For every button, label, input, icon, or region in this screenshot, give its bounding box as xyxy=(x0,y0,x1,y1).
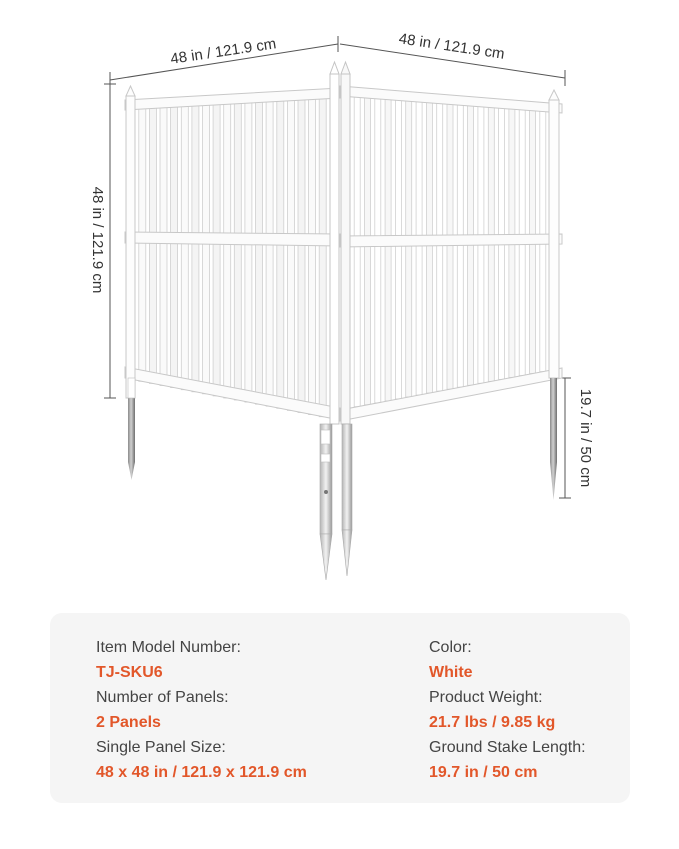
model-number-value: TJ-SKU6 xyxy=(96,664,163,681)
right-width-label: 48 in / 121.9 cm xyxy=(397,30,506,63)
right-panel-picket xyxy=(375,97,381,403)
left-panel-picket xyxy=(139,107,146,381)
right-panel-picket xyxy=(395,99,401,400)
height-label: 48 in / 121.9 cm xyxy=(89,186,106,294)
left-panel-picket xyxy=(266,100,273,406)
left-panel-picket xyxy=(298,98,305,412)
color-label: Color: xyxy=(429,639,472,656)
left-panel-picket xyxy=(245,101,252,402)
right-panel-picket xyxy=(426,101,432,393)
left-panel-picket xyxy=(256,101,263,405)
color-value: White xyxy=(429,664,473,681)
left-panel-picket xyxy=(287,99,294,411)
stake-length-spec-value: 19.7 in / 50 cm xyxy=(429,764,538,781)
left-panel-picket xyxy=(192,104,199,392)
spec-card xyxy=(50,613,630,803)
panel-count-label: Number of Panels: xyxy=(96,689,229,706)
left-panel-picket xyxy=(181,105,188,390)
left-width-label: 48 in / 121.9 cm xyxy=(169,35,278,68)
left-panel-picket xyxy=(203,104,210,394)
left-fence-panel xyxy=(125,86,340,420)
weight-value: 21.7 lbs / 9.85 kg xyxy=(429,714,556,731)
right-panel-picket xyxy=(406,99,412,397)
stake-length-label: 19.7 in / 50 cm xyxy=(577,388,594,488)
right-panel-picket xyxy=(437,102,443,392)
panel-size-label: Single Panel Size: xyxy=(96,739,226,756)
stake-length-spec-label: Ground Stake Length: xyxy=(429,739,586,756)
left-panel-picket xyxy=(277,99,284,408)
right-panel-picket xyxy=(416,100,422,395)
left-panel-picket xyxy=(224,102,231,398)
right-panel-picket xyxy=(365,96,371,405)
left-panel-picket xyxy=(309,98,316,415)
panel-count-value: 2 Panels xyxy=(96,714,161,731)
weight-label: Product Weight: xyxy=(429,689,543,706)
right-panel-picket xyxy=(354,95,360,406)
panel-size-value: 48 x 48 in / 121.9 x 121.9 cm xyxy=(96,764,307,781)
left-panel-picket xyxy=(234,102,241,400)
model-number-label: Item Model Number: xyxy=(96,639,241,656)
left-panel-picket xyxy=(160,106,167,386)
spec-column-right xyxy=(429,635,586,785)
left-panel-picket xyxy=(319,97,326,417)
left-panel-picket xyxy=(171,105,178,387)
right-fence-panel xyxy=(340,86,562,421)
left-panel-picket xyxy=(149,106,156,383)
right-panel-picket xyxy=(385,98,391,401)
spec-column-left xyxy=(96,635,307,785)
left-panel-picket xyxy=(213,103,220,396)
